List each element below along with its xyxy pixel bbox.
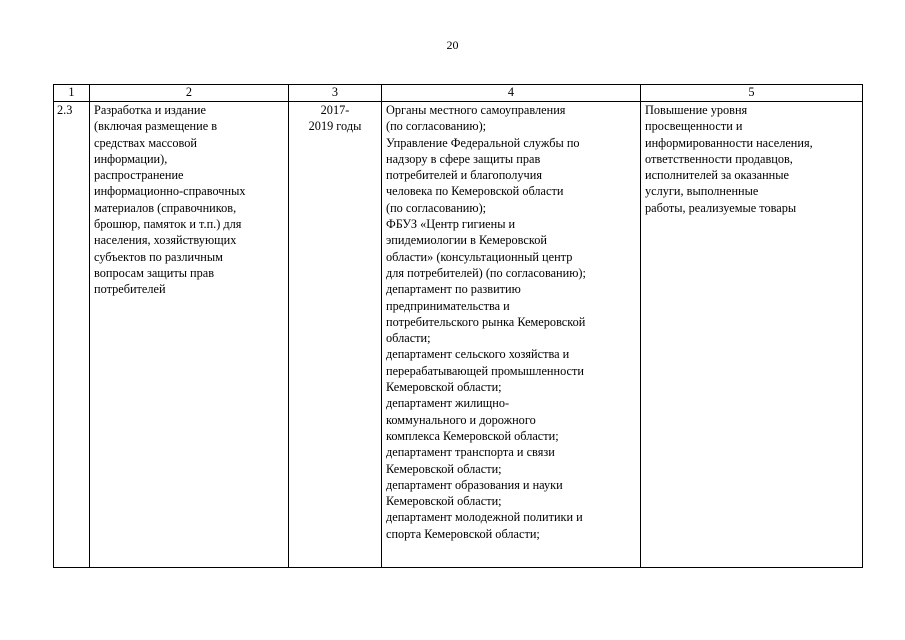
- executor-line: потребителей и благополучия: [386, 168, 542, 183]
- result-line: ответственности продавцов,: [645, 151, 793, 166]
- activity-line: субъектов по различным: [94, 249, 223, 264]
- result-line: Повышение уровня: [645, 103, 748, 117]
- executor-line: перерабатывающей промышленности: [386, 363, 584, 378]
- period-line: 2019 годы: [308, 119, 362, 134]
- executor-line: области» (консультационный центр: [386, 249, 573, 264]
- activity-line: потребителей: [94, 282, 166, 297]
- executor-line: человека по Кемеровской области: [386, 184, 564, 199]
- executor-line: области;: [386, 331, 431, 346]
- result-line: исполнителей за оказанные: [645, 168, 789, 183]
- column-header-5: 5: [641, 85, 863, 102]
- executor-line: для потребителей) (по согласованию);: [386, 265, 586, 280]
- activity-line: материалов (справочников,: [94, 200, 237, 215]
- table-row: [54, 102, 863, 568]
- result-line: услуги, выполненные: [645, 184, 759, 199]
- column-header-2: 2: [90, 85, 289, 102]
- executor-line: Кемеровской области;: [386, 380, 502, 395]
- result-line: просвещенности и: [645, 119, 743, 134]
- executor-line: (по согласованию);: [386, 200, 487, 215]
- executor-line: Органы местного самоуправления: [386, 103, 566, 117]
- period-cell: [289, 102, 382, 568]
- executor-line: надзору в сфере защиты прав: [386, 151, 541, 166]
- result-line: работы, реализуемые товары: [645, 200, 797, 215]
- activity-line: информации),: [94, 151, 168, 166]
- column-header-3: 3: [289, 85, 382, 102]
- activity-line: Разработка и издание: [94, 103, 206, 117]
- activity-line: (включая размещение в: [94, 119, 218, 134]
- table-header-row: [54, 85, 863, 102]
- executor-line: (по согласованию);: [386, 119, 487, 134]
- result-line: информированности населения,: [645, 135, 813, 150]
- executor-line: потребительского рынка Кемеровской: [386, 314, 586, 329]
- activity-line: распространение: [94, 168, 184, 183]
- executor-line: Управление Федеральной службы по: [386, 135, 580, 150]
- executor-line: Кемеровской области;: [386, 494, 502, 509]
- executor-line: коммунального и дорожного: [386, 412, 536, 427]
- column-header-1: 1: [54, 85, 90, 102]
- page-number: 20: [446, 38, 459, 52]
- period-line: 2017-: [320, 103, 350, 117]
- executor-line: эпидемиологии в Кемеровской: [386, 233, 547, 248]
- row-number-cell: 2.3: [54, 102, 90, 568]
- executor-line: комплекса Кемеровской области;: [386, 428, 559, 443]
- activity-cell: [90, 102, 289, 568]
- executor-line: ФБУЗ «Центр гигиены и: [386, 217, 516, 232]
- executors-cell: [382, 102, 641, 568]
- activity-line: вопросам защиты прав: [94, 265, 215, 280]
- executor-line: департамент жилищно-: [386, 396, 510, 411]
- activity-line: информационно-справочных: [94, 184, 246, 199]
- executor-line: Кемеровской области;: [386, 461, 502, 476]
- measures-table: [53, 84, 863, 568]
- executor-line: департамент молодежной политики и: [386, 510, 583, 525]
- column-header-4: 4: [382, 85, 641, 102]
- activity-line: брошюр, памяток и т.п.) для: [94, 217, 242, 232]
- executor-line: департамент по развитию: [386, 282, 521, 297]
- executor-line: департамент транспорта и связи: [386, 445, 555, 460]
- activity-line: населения, хозяйствующих: [94, 233, 237, 248]
- executor-line: департамент образования и науки: [386, 477, 563, 492]
- result-cell: [641, 102, 863, 568]
- executor-line: предпринимательства и: [386, 298, 510, 313]
- activity-line: средствах массовой: [94, 135, 197, 150]
- executor-line: спорта Кемеровской области;: [386, 526, 540, 541]
- executor-line: департамент сельского хозяйства и: [386, 347, 570, 362]
